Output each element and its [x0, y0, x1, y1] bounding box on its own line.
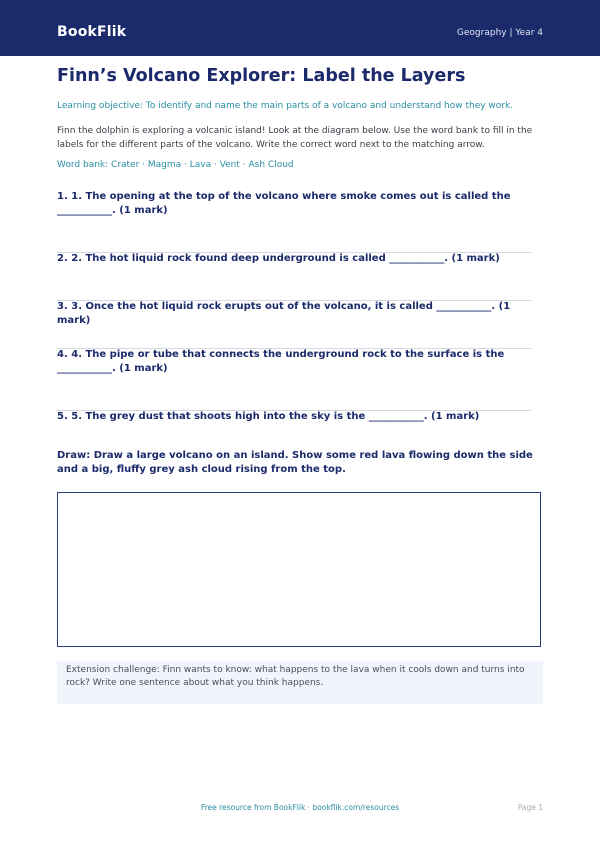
footer-credit: Free resource from BookFlik · bookflik.com/resources [200, 803, 400, 812]
extension-challenge: Extension challenge: Finn wants to know: what happens to the lava when it cools down and turns into rock? Write one sentence about what you think happens. [57, 661, 543, 704]
page-number: Page 1 [517, 803, 543, 812]
drawing-area[interactable] [57, 492, 541, 647]
word-bank: Word bank: Crater · Magma · Lava · Vent · Ash Cloud [57, 160, 294, 170]
worksheet-title: Finn’s Volcano Explorer: Label the Layers [57, 66, 466, 86]
page-header [0, 0, 600, 56]
question-1: 1. 1. The opening at the top of the volcano where smoke comes out is called the ___________. (1 mark) [57, 191, 511, 216]
brand-logo: BookFlik [57, 24, 127, 40]
subject-year-label: Geography | Year 4 [456, 28, 543, 38]
intro-text: Finn the dolphin is exploring a volcanic island! Look at the diagram below. Use the word bank to fill in the labels for the different parts of the volcano. Write the correct word next to the matching arrow. [57, 126, 533, 150]
question-2: 2. 2. The hot liquid rock found deep underground is called ___________. (1 mark) [57, 253, 500, 264]
question-3: 3. 3. Once the hot liquid rock erupts out of the volcano, it is called ___________. (1 mark) [57, 301, 511, 326]
draw-prompt: Draw: Draw a large volcano on an island. Show some red lava flowing down the side and a big, fluffy grey ash cloud rising from the top. [57, 450, 533, 475]
question-5: 5. 5. The grey dust that shoots high into the sky is the ___________. (1 mark) [57, 411, 480, 422]
question-4: 4. 4. The pipe or tube that connects the underground rock to the surface is the ___________. (1 mark) [57, 349, 505, 374]
learning-objective: Learning objective: To identify and name the main parts of a volcano and understand how they work. [57, 101, 514, 111]
